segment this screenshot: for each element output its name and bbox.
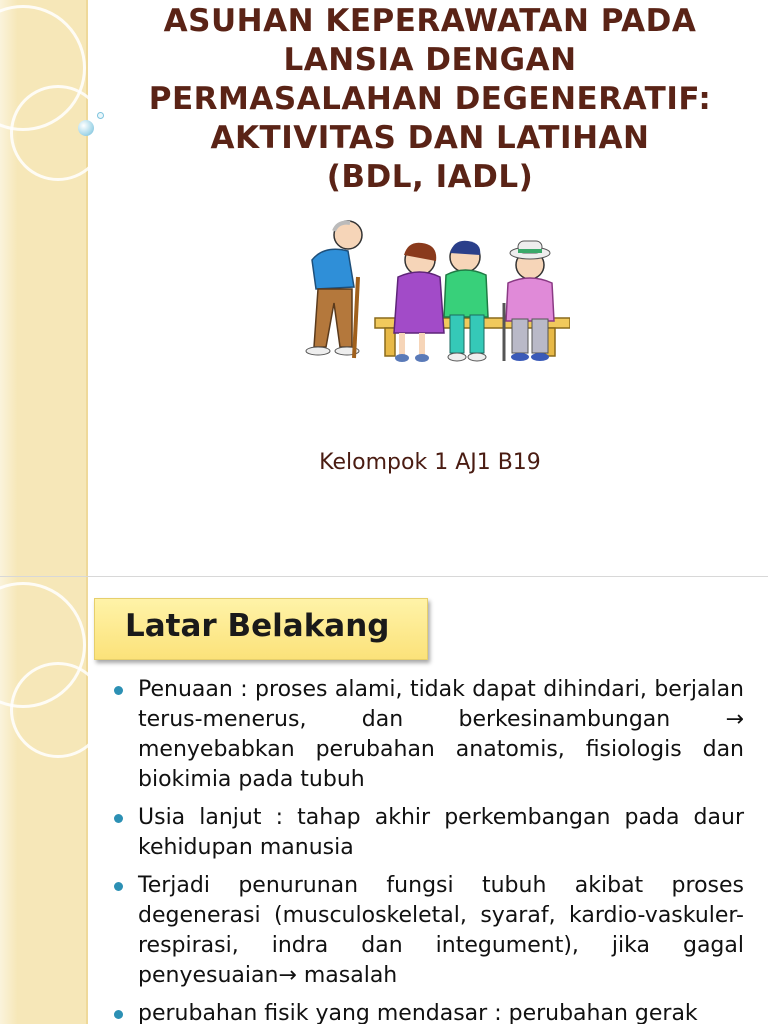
title-line: ASUHAN KEPERAWATAN PADA (163, 3, 697, 39)
bullet-list (114, 675, 744, 1024)
slide-title (100, 2, 760, 197)
group-subtitle: Kelompok 1 AJ1 B19 (319, 450, 541, 475)
title-line: PERMASALAHAN DEGENERATIF: (148, 81, 712, 117)
title-line: AKTIVITAS DAN LATIHAN (210, 120, 650, 156)
bullet-item: Usia lanjut : tahap akhir perkembangan pada daur kehidupan manusia (114, 803, 744, 863)
decorative-ring (10, 662, 106, 758)
bubble-icon (78, 120, 94, 136)
stripe-edge (86, 577, 88, 1024)
bullet-item: perubahan fisik yang mendasar : perubahan gerak (114, 999, 744, 1024)
elderly-people-clipart-icon (290, 215, 570, 375)
section-header-label: Latar Belakang (125, 608, 390, 644)
bullet-item: Terjadi penurunan fungsi tubuh akibat proses degenerasi (musculoskeletal, syaraf, kardio-vaskuler-respirasi, indra dan integument), jika gagal penyesuaian→ masalah (114, 871, 744, 991)
stripe-edge (86, 0, 88, 576)
section-header (94, 598, 428, 660)
bullet-item: Penuaan : proses alami, tidak dapat dihindari, berjalan terus-menerus, dan berkesinambungan → menyebabkan perubahan anatomis, fisiologis dan biokimia pada tubuh (114, 675, 744, 795)
title-line: LANSIA DENGAN (283, 42, 577, 78)
title-line: (BDL, IADL) (326, 159, 534, 195)
content-slide (0, 577, 768, 1024)
